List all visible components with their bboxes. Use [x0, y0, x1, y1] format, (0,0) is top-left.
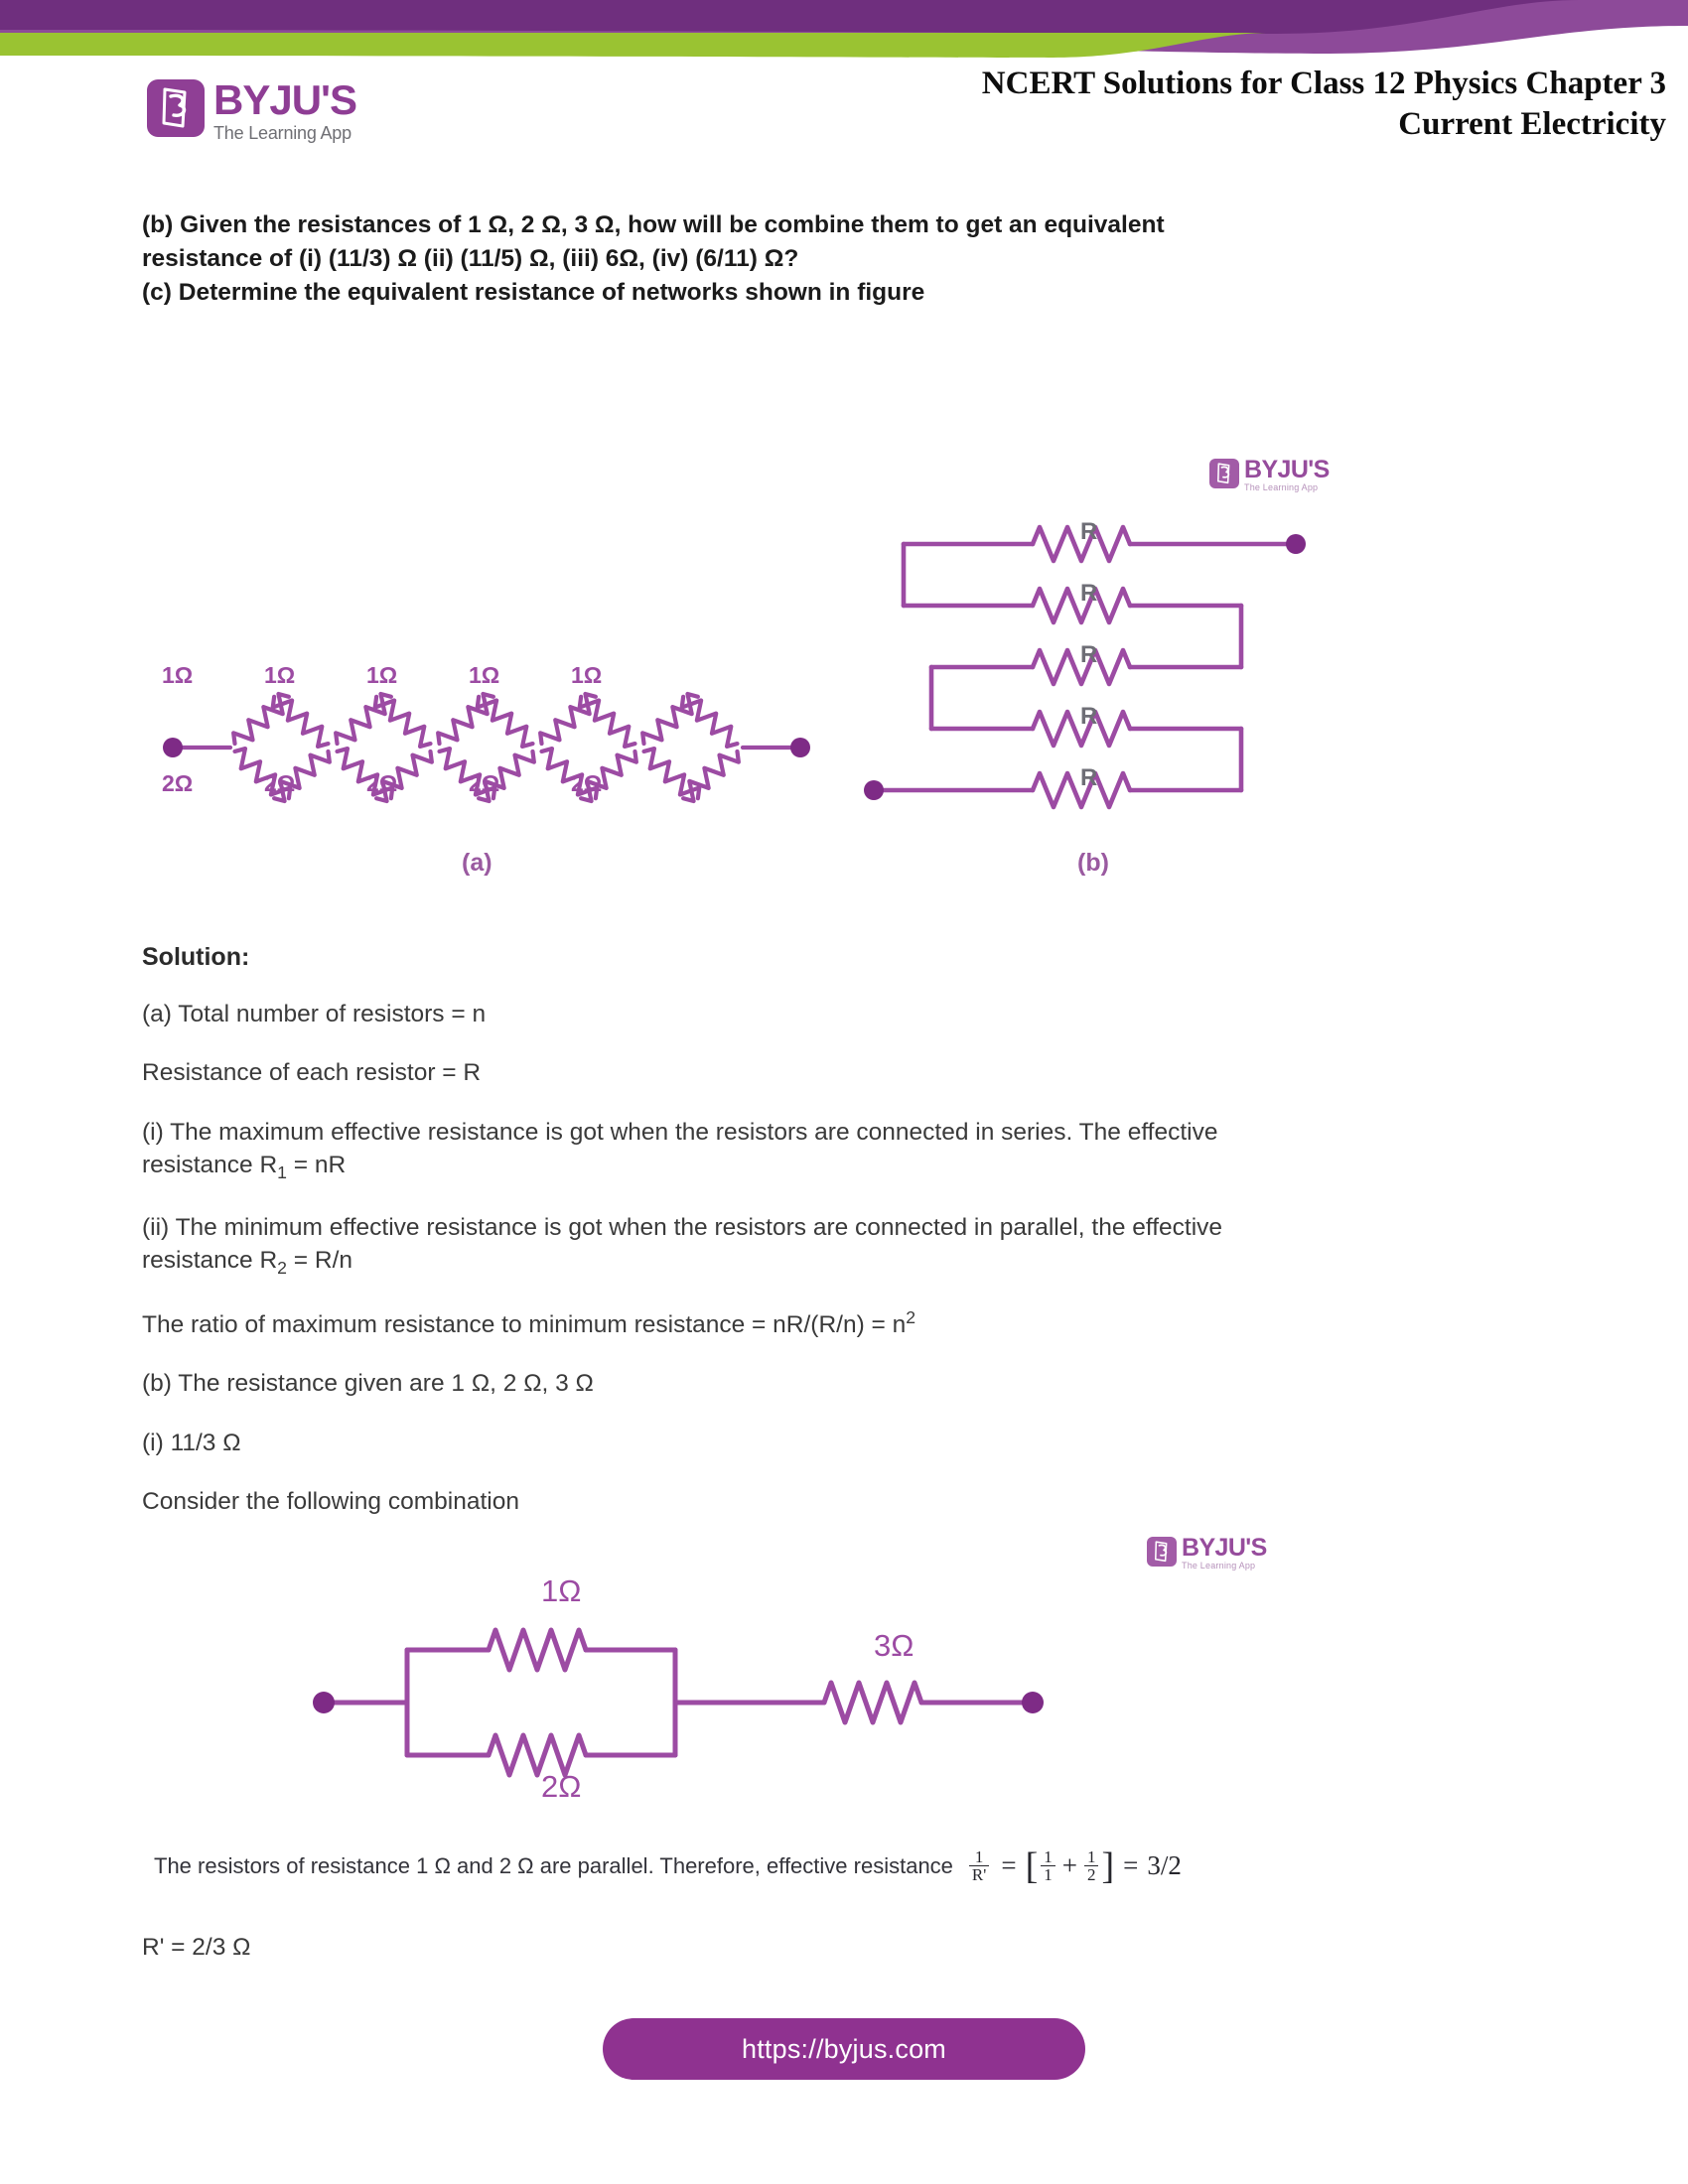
equation-plus: +: [1061, 1850, 1077, 1881]
byjus-b-logo-icon: [147, 79, 205, 137]
terminal-node-right: [1022, 1692, 1044, 1713]
figure-a-label-top-2: 1Ω: [264, 662, 296, 688]
figures-row-top: [0, 437, 1688, 903]
figure-b-label-4: R: [1080, 703, 1098, 730]
equation-math: [966, 1844, 1182, 1887]
equation-f2-numerator: 1: [1086, 1847, 1096, 1866]
equation-lhs-numerator: 1: [974, 1847, 984, 1866]
equation-line: [154, 1844, 1182, 1887]
figure-a-caption: (a): [462, 849, 492, 877]
watermark-brand-tagline: The Learning App: [1244, 481, 1319, 492]
solution-para-4: [142, 1211, 1552, 1281]
solution-para-4-sub: 2: [277, 1258, 287, 1279]
brand-tagline: The Learning App: [213, 123, 352, 144]
solution-para-3-line2-post: = nR: [286, 1151, 347, 1178]
purple-swoosh-light: [0, 0, 1688, 54]
question-line-b2: resistance of (i) (11/3) Ω (ii) (11/5) Ω, (iii) 6Ω, (iv) (6/11) Ω?: [142, 244, 799, 272]
equation-fraction-1: [1041, 1848, 1055, 1884]
page-title-line2: Current Electricity: [1398, 106, 1666, 143]
solution-para-4-line2-post: = R/n: [286, 1247, 353, 1275]
terminal-node-left: [163, 738, 183, 757]
watermark-brand-name: BYJU'S: [1244, 456, 1330, 483]
figure-a-label-top-5: 1Ω: [571, 662, 603, 688]
figure-a-label-top-1: 1Ω: [162, 662, 194, 688]
figure-a-label-top-4: 1Ω: [469, 662, 500, 688]
solution-block: [142, 943, 1552, 1544]
figure-b-label-5: R: [1080, 764, 1098, 791]
page-header: [0, 66, 1688, 181]
solution-para-7: (i) 11/3 Ω: [142, 1429, 241, 1456]
solution-para-3-line2-pre: resistance R: [142, 1151, 278, 1178]
question-block: [142, 208, 1532, 309]
byjus-logo: [147, 76, 357, 145]
figure-a-label-top-3: 1Ω: [366, 662, 398, 688]
question-line-b1: (b) Given the resistances of 1 Ω, 2 Ω, 3 Ω, how will be combine them to get an equivalent: [142, 211, 1165, 238]
byjus-watermark-figure-b: [1209, 456, 1330, 493]
figure-b-label-2: R: [1080, 580, 1098, 607]
figure-c-label-top: 1Ω: [541, 1573, 582, 1608]
solution-heading: Solution:: [142, 943, 250, 971]
header-decorative-bands: [0, 0, 1688, 69]
terminal-node-bottom: [864, 780, 884, 800]
solution-para-3: [142, 1116, 1552, 1185]
page-title-line1: NCERT Solutions for Class 12 Physics Chapter 3: [981, 66, 1666, 101]
equation-f2-denominator: 2: [1084, 1865, 1099, 1883]
watermark-brand-tagline: The Learning App: [1182, 1560, 1256, 1570]
equation-f1-denominator: 1: [1041, 1865, 1055, 1883]
figure-b-caption: (b): [1077, 849, 1109, 877]
figure-a-label-bottom-5: 2Ω: [571, 770, 603, 796]
solution-para-6: (b) The resistance given are 1 Ω, 2 Ω, 3 Ω: [142, 1370, 594, 1398]
equation-lhs-fraction: [969, 1848, 989, 1884]
byjus-b-logo-icon: [1209, 459, 1239, 488]
byjus-b-logo-icon: [1147, 1537, 1177, 1567]
equation-bracket-close: ]: [1101, 1844, 1115, 1887]
equation-f1-numerator: 1: [1044, 1847, 1053, 1866]
result-line: R' = 2/3 Ω: [142, 1934, 251, 1961]
solution-para-1: (a) Total number of resistors = n: [142, 1001, 487, 1027]
watermark-brand-name: BYJU'S: [1182, 1534, 1267, 1562]
figure-b-label-3: R: [1080, 641, 1098, 668]
solution-para-2: Resistance of each resistor = R: [142, 1059, 482, 1087]
footer-url-button[interactable]: [603, 2018, 1085, 2080]
purple-band: [0, 0, 1579, 34]
solution-para-5: [142, 1306, 1552, 1341]
terminal-node-top: [1286, 534, 1306, 554]
figure-a-label-bottom-2: 2Ω: [264, 770, 296, 796]
brand-name: BYJU'S: [213, 76, 357, 123]
figure-a-label-bottom-3: 2Ω: [366, 770, 398, 796]
figure-c-wires: [324, 1650, 1033, 1755]
figures-row-bottom: [0, 1529, 1688, 1827]
figure-a-label-bottom-4: 2Ω: [469, 770, 500, 796]
page-title: [673, 64, 1666, 146]
byjus-watermark-figure-c: [1147, 1534, 1267, 1571]
solution-para-3-line1: (i) The maximum effective resistance is got when the resistors are connected in series. The effective: [142, 1118, 1218, 1146]
equation-fraction-2: [1084, 1848, 1099, 1884]
equation-bracket-open: [: [1025, 1844, 1039, 1887]
solution-para-4-line2-pre: resistance R: [142, 1247, 278, 1275]
equation-result: 3/2: [1147, 1850, 1182, 1881]
solution-para-3-sub: 1: [277, 1161, 287, 1182]
equation-text: The resistors of resistance 1 Ω and 2 Ω are parallel. Therefore, effective resistance: [154, 1852, 953, 1878]
figure-c-label-series: 3Ω: [874, 1628, 914, 1663]
equation-equals-2: =: [1123, 1850, 1139, 1881]
solution-para-4-line1: (ii) The minimum effective resistance is got when the resistors are connected in parallel, the effective: [142, 1213, 1223, 1241]
figure-b-label-1: R: [1080, 518, 1098, 545]
solution-para-5-text: The ratio of maximum resistance to minimum resistance = nR/(R/n) = n: [142, 1311, 907, 1339]
figure-c-circuit: [308, 1618, 1062, 1787]
green-band: [0, 33, 1271, 58]
solution-para-5-sup: 2: [906, 1307, 916, 1327]
figure-c-label-bottom: 2Ω: [541, 1769, 582, 1804]
equation-lhs-denominator: R': [969, 1865, 989, 1883]
figure-a-label-bottom-1: 2Ω: [162, 770, 194, 796]
footer-url-label: https://byjus.com: [742, 2033, 946, 2064]
figure-b-circuit: [844, 516, 1360, 859]
terminal-node-right: [790, 738, 810, 757]
question-line-c: (c) Determine the equivalent resistance of networks shown in figure: [142, 278, 925, 306]
equation-equals-1: =: [1001, 1850, 1017, 1881]
solution-para-8: Consider the following combination: [142, 1488, 519, 1516]
terminal-node-left: [313, 1692, 335, 1713]
